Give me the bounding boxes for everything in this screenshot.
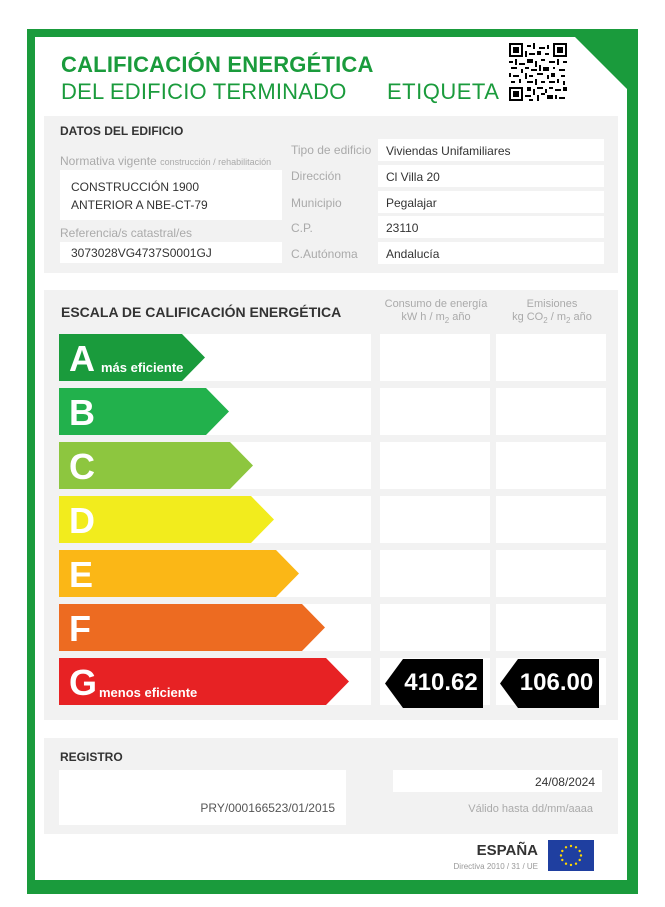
emisiones-header xyxy=(496,298,608,327)
emisiones-cell-b xyxy=(496,388,606,435)
emisiones-badge xyxy=(500,659,599,708)
pais-label: ESPAÑA xyxy=(476,842,538,859)
emisiones-cell-e xyxy=(496,550,606,597)
emisiones-header-line1: Emisiones xyxy=(526,298,578,310)
consumo-header-line1: Consumo de energía xyxy=(384,298,488,310)
referencia-label: Referencia/s catastral/es xyxy=(60,226,193,240)
class-b-letter: B xyxy=(69,392,95,433)
consumo-value: 410.62 xyxy=(404,669,478,696)
class-c-letter: C xyxy=(69,446,95,487)
class-a-note: más eficiente xyxy=(101,360,184,375)
class-e-arrow xyxy=(59,550,299,597)
emisiones-value: 106.00 xyxy=(519,669,594,696)
class-f-arrow xyxy=(59,604,325,651)
emisiones-unit-sub: 2 xyxy=(543,316,548,326)
normativa-label-text: Normativa vigente xyxy=(60,154,157,168)
normativa-line1: CONSTRUCCIÓN 1900 xyxy=(71,180,200,194)
registro-number: PRY/000166523/01/2015 xyxy=(200,801,335,815)
municipio-label: Municipio xyxy=(291,196,342,210)
cp-value: 23110 xyxy=(386,221,419,235)
etiqueta-label: ETIQUETA xyxy=(387,79,500,104)
class-d-letter: D xyxy=(69,500,95,541)
direccion-label: Dirección xyxy=(291,169,342,183)
emisiones-unit-sub2: 2 xyxy=(566,316,571,326)
class-a-arrow xyxy=(59,334,205,381)
datos-title: DATOS DEL EDIFICIO xyxy=(60,124,184,138)
emisiones-unit-a: kg CO xyxy=(512,311,544,323)
normativa-label xyxy=(60,154,271,168)
class-b-arrow xyxy=(59,388,229,435)
consumo-cell-b xyxy=(380,388,490,435)
consumo-cell-f xyxy=(380,604,490,651)
escala-title: ESCALA DE CALIFICACIÓN ENERGÉTICA xyxy=(61,304,342,320)
corner-triangle xyxy=(569,31,635,97)
ccaa-value: Andalucía xyxy=(386,247,440,261)
fecha-value: 24/08/2024 xyxy=(534,775,595,789)
emisiones-cell-f xyxy=(496,604,606,651)
class-f-letter: F xyxy=(69,608,91,649)
normativa-box xyxy=(60,170,282,220)
registro-box xyxy=(59,770,346,825)
normativa-line2: ANTERIOR A NBE-CT-79 xyxy=(71,198,208,212)
emisiones-cell-a xyxy=(496,334,606,381)
direccion-value: Cl Villa 20 xyxy=(386,170,440,184)
consumo-cell-a xyxy=(380,334,490,381)
registro-title: REGISTRO xyxy=(60,750,123,764)
consumo-badge xyxy=(385,659,483,708)
consumo-header-line2 xyxy=(380,311,492,327)
consumo-unit-a: kW h / m xyxy=(401,311,445,323)
ccaa-label: C.Autónoma xyxy=(291,247,358,261)
class-e-letter: E xyxy=(69,554,94,595)
directiva-label: Directiva 2010 / 31 / UE xyxy=(453,862,538,871)
consumo-cell-c xyxy=(380,442,490,489)
emisiones-unit-c: año xyxy=(570,311,592,323)
class-g-letter: G xyxy=(69,662,98,703)
qr-code-icon xyxy=(509,43,567,101)
emisiones-unit-b: / m xyxy=(547,311,567,323)
class-g-arrow xyxy=(59,658,349,705)
cp-label: C.P. xyxy=(291,221,313,235)
consumo-unit-b: año xyxy=(449,311,471,323)
class-a-letter: A xyxy=(69,338,95,379)
tipo-value: Viviendas Unifamiliares xyxy=(386,144,511,158)
consumo-cell-d xyxy=(380,496,490,543)
normativa-sublabel: construcción / rehabilitación xyxy=(160,157,272,167)
class-d-arrow xyxy=(59,496,274,543)
title-line2: DEL EDIFICIO TERMINADO xyxy=(61,79,347,104)
tipo-label: Tipo de edificio xyxy=(291,143,372,157)
consumo-cell-e xyxy=(380,550,490,597)
consumo-unit-sub: 2 xyxy=(444,316,450,326)
emisiones-header-line2 xyxy=(496,311,608,327)
municipio-value: Pegalajar xyxy=(386,196,437,210)
title-line1: CALIFICACIÓN ENERGÉTICA xyxy=(61,52,374,77)
class-c-arrow xyxy=(59,442,253,489)
eu-flag-icon xyxy=(548,840,594,871)
emisiones-cell-d xyxy=(496,496,606,543)
emisiones-cell-c xyxy=(496,442,606,489)
class-g-note: menos eficiente xyxy=(99,685,198,700)
referencia-value: 3073028VG4737S0001GJ xyxy=(71,246,212,260)
consumo-header xyxy=(380,298,492,327)
valido-label: Válido hasta dd/mm/aaaa xyxy=(468,803,593,815)
